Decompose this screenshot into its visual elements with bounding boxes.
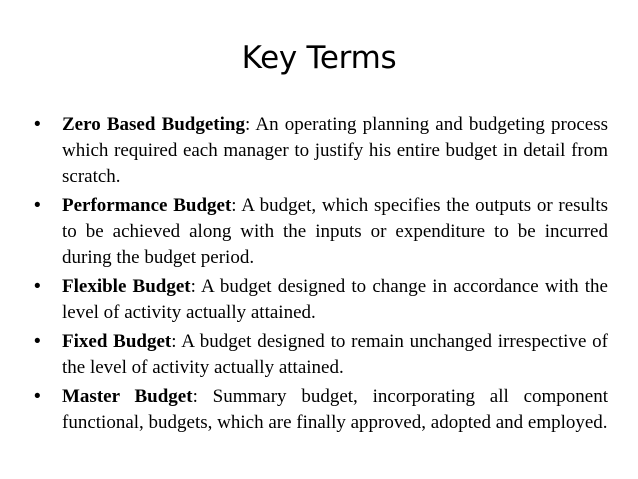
term-fixed-budget	[34, 329, 608, 381]
term-zero-based-budgeting	[34, 112, 608, 190]
term-name: Master Budget	[62, 386, 193, 407]
term-name: Performance Budget	[62, 195, 232, 216]
bullet-icon: •	[34, 276, 41, 297]
term-performance-budget	[34, 193, 608, 271]
bullet-icon: •	[34, 114, 41, 135]
bullet-icon: •	[34, 195, 41, 216]
term-name: Fixed Budget	[62, 331, 172, 352]
term-flexible-budget	[34, 274, 608, 326]
term-definition: : A budget, which specifies the outputs or results to be achieved along with the inputs or expenditure to be incurred during the budget period.	[62, 195, 608, 268]
term-name: Zero Based Budgeting	[62, 114, 245, 135]
bullet-icon: •	[34, 331, 41, 352]
term-definition: : Summary budget, incorporating all component functional, budgets, which are finally approved, adopted and employed.	[62, 386, 608, 433]
term-master-budget	[34, 384, 608, 436]
term-definition: : A budget designed to remain unchanged irrespective of the level of activity actually attained.	[62, 331, 608, 378]
term-name: Flexible Budget	[62, 276, 191, 297]
term-definition: : A budget designed to change in accordance with the level of activity actually attained.	[62, 276, 608, 323]
bullet-icon: •	[34, 386, 41, 407]
key-terms-list	[34, 112, 608, 439]
slide-title: Key Terms	[241, 40, 397, 76]
term-definition: : An operating planning and budgeting process which required each manager to justify his entire budget in detail from scratch.	[62, 114, 608, 187]
